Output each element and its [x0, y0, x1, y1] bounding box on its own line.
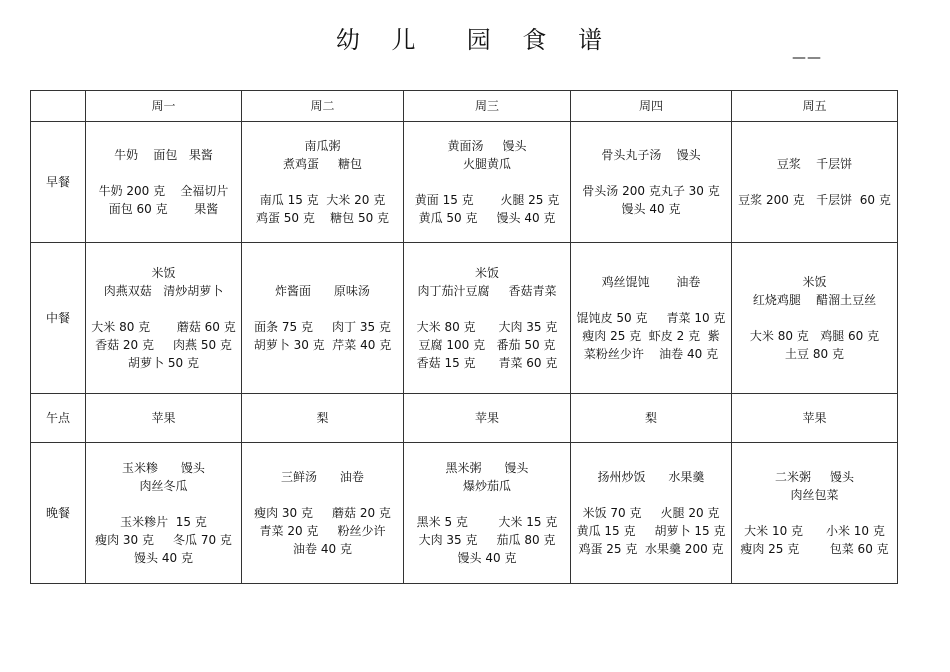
dish-names: 炸酱面 原味汤 — [275, 284, 370, 298]
lunch-friday — [732, 243, 898, 394]
ingredient-list: 豆浆 200 克 千层饼 60 克 — [738, 193, 891, 207]
dinner-row — [31, 443, 898, 584]
breakfast-tuesday — [242, 122, 404, 243]
header-row — [31, 91, 898, 122]
snack-monday: 苹果 — [86, 394, 242, 443]
breakfast-thursday — [571, 122, 732, 243]
ingredient-list: 面条 75 克 肉丁 35 克 胡萝卜 30 克 芹菜 40 克 — [253, 320, 392, 352]
menu-table — [30, 90, 898, 584]
ingredient-list: 大米 10 克 小米 10 克 瘦肉 25 克 包菜 60 克 — [740, 524, 889, 556]
snack-label: 午点 — [31, 394, 86, 443]
breakfast-label: 早餐 — [31, 122, 86, 243]
dish-names: 米饭 肉丁茄汁豆腐 香菇青菜 — [417, 266, 557, 298]
dish-names: 豆浆 千层饼 — [776, 157, 853, 171]
dish-names: 米饭 红烧鸡腿 醋溜土豆丝 — [752, 275, 877, 307]
ingredient-list: 牛奶 200 克 全福切片 面包 60 克 果酱 — [98, 184, 229, 216]
breakfast-wednesday — [404, 122, 571, 243]
dinner-thursday — [571, 443, 732, 584]
breakfast-monday — [86, 122, 242, 243]
ingredient-list: 骨头汤 200 克丸子 30 克 馒头 40 克 — [582, 184, 720, 216]
lunch-thursday — [571, 243, 732, 394]
dish-names: 牛奶 面包 果酱 — [114, 148, 213, 162]
header-tuesday: 周二 — [242, 91, 404, 122]
dinner-monday — [86, 443, 242, 584]
dinner-label: 晚餐 — [31, 443, 86, 584]
dish-names: 玉米糁 馒头 肉丝冬瓜 — [122, 461, 205, 493]
dish-names: 黑米粥 馒头 爆炒茄瓜 — [445, 461, 529, 493]
dish-names: 扬州炒饭 水果羹 — [597, 470, 705, 484]
ingredient-list: 馄饨皮 50 克 青菜 10 克 瘦肉 25 克 虾皮 2 克 紫 菜粉丝少许 油卷 40 克 — [576, 311, 726, 361]
page-mark: —— — [792, 50, 822, 66]
snack-tuesday: 梨 — [242, 394, 404, 443]
snack-friday: 苹果 — [732, 394, 898, 443]
dish-names: 鸡丝馄饨 油卷 — [601, 275, 701, 289]
dish-names: 黄面汤 馒头 火腿黄瓜 — [447, 139, 527, 171]
breakfast-friday — [732, 122, 898, 243]
dinner-friday — [732, 443, 898, 584]
lunch-wednesday — [404, 243, 571, 394]
snack-row — [31, 394, 898, 443]
lunch-label: 中餐 — [31, 243, 86, 394]
lunch-row — [31, 243, 898, 394]
ingredient-list: 大米 80 克 大肉 35 克 豆腐 100 克 番茄 50 克 香菇 15 克 青菜 60 克 — [416, 320, 558, 370]
dish-names: 二米粥 馒头 肉丝包菜 — [774, 470, 855, 502]
header-thursday: 周四 — [571, 91, 732, 122]
ingredient-list: 瘦肉 30 克 蘑菇 20 克 青菜 20 克 粉丝少许 油卷 40 克 — [254, 506, 391, 556]
dinner-tuesday — [242, 443, 404, 584]
ingredient-list: 玉米糁片 15 克 瘦肉 30 克 冬瓜 70 克 馒头 40 克 — [95, 515, 232, 565]
header-wednesday: 周三 — [404, 91, 571, 122]
dish-names: 米饭 肉燕双菇 清炒胡萝卜 — [103, 266, 224, 298]
dish-names: 骨头丸子汤 馒头 — [601, 148, 701, 162]
ingredient-list: 南瓜 15 克 大米 20 克 鸡蛋 50 克 糖包 50 克 — [255, 193, 390, 225]
ingredient-list: 大米 80 克 鸡腿 60 克 土豆 80 克 — [749, 329, 880, 361]
lunch-tuesday — [242, 243, 404, 394]
snack-wednesday: 苹果 — [404, 394, 571, 443]
dish-names: 三鲜汤 油卷 — [281, 470, 364, 484]
ingredient-list: 米饭 70 克 火腿 20 克 黄瓜 15 克 胡萝卜 15 克 鸡蛋 25 克 水果羹 200 克 — [576, 506, 726, 556]
dish-names: 南瓜粥 煮鸡蛋 糖包 — [282, 139, 363, 171]
snack-thursday: 梨 — [571, 394, 732, 443]
header-corner — [31, 91, 86, 122]
breakfast-row — [31, 122, 898, 243]
lunch-monday — [86, 243, 242, 394]
ingredient-list: 大米 80 克 蘑菇 60 克 香菇 20 克 肉燕 50 克 胡萝卜 50 克 — [91, 320, 236, 370]
ingredient-list: 黑米 5 克 大米 15 克 大肉 35 克 茄瓜 80 克 馒头 40 克 — [416, 515, 558, 565]
ingredient-list: 黄面 15 克 火腿 25 克 黄瓜 50 克 馒头 40 克 — [414, 193, 560, 225]
header-friday: 周五 — [732, 91, 898, 122]
header-monday: 周一 — [86, 91, 242, 122]
page-title: 幼 儿 园 食 谱 — [335, 26, 615, 54]
dinner-wednesday — [404, 443, 571, 584]
